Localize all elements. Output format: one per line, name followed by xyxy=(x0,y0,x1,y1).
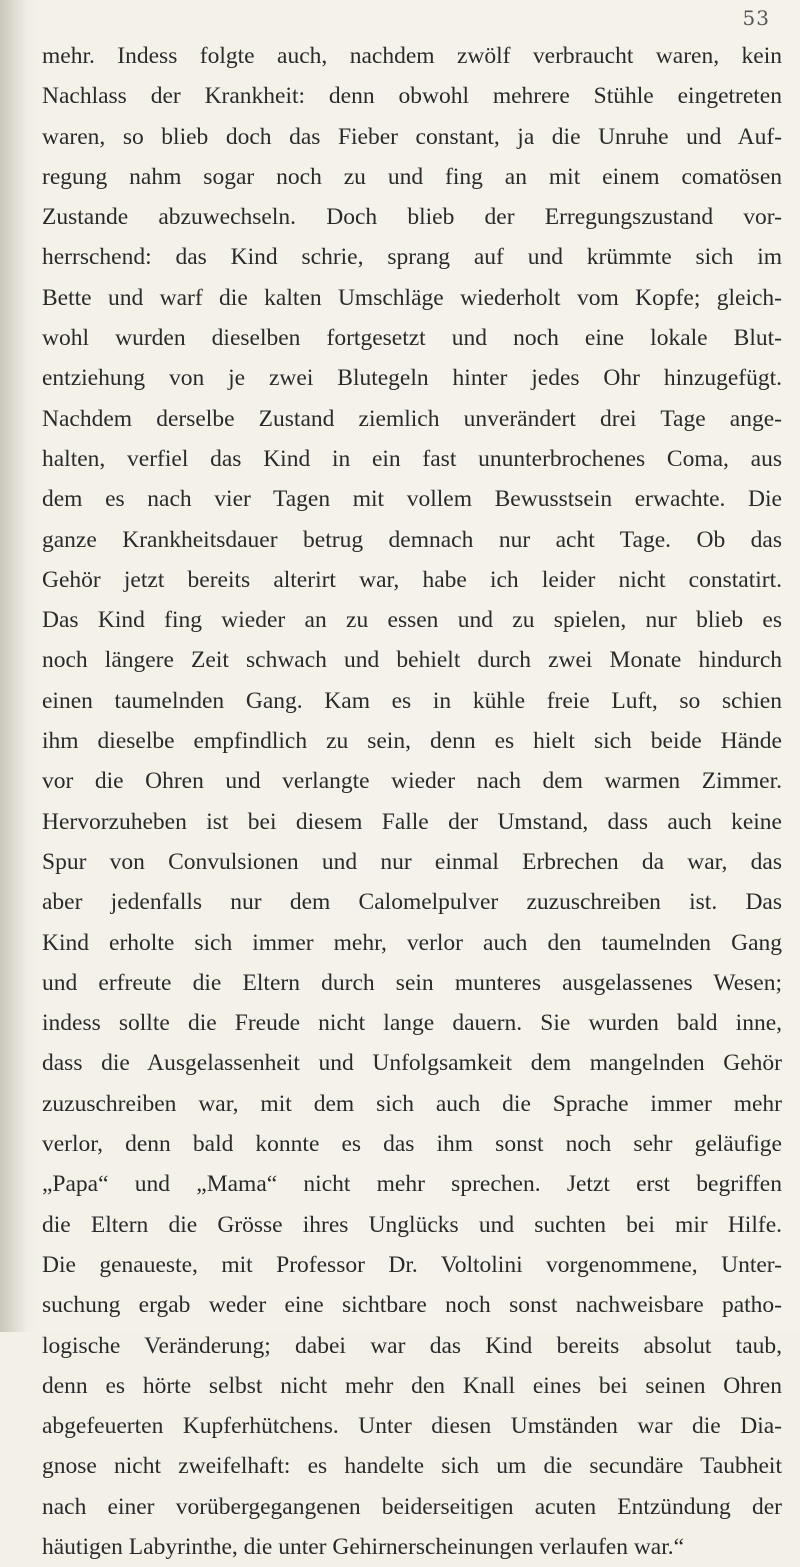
text-line: die Eltern die Grösse ihres Unglücks und suchten bei mir Hilfe. xyxy=(42,1211,782,1238)
text-line: einen taumelnden Gang. Kam es in kühle freie Luft, so schien xyxy=(42,687,782,714)
text-line: logische Veränderung; dabei war das Kind bereits absolut taub, xyxy=(42,1332,782,1359)
text-line: indess sollte die Freude nicht lange dauern. Sie wurden bald inne, xyxy=(42,1010,782,1037)
text-line: Gehör jetzt bereits alterirt war, habe ich leider nicht constatirt. xyxy=(42,566,782,593)
text-line: entziehung von je zwei Blutegeln hinter jedes Ohr hinzugefügt. xyxy=(42,365,782,392)
text-line: Kind erholte sich immer mehr, verlor auch den taumelnden Gang xyxy=(42,929,782,956)
text-line: suchung ergab weder eine sichtbare noch sonst nachweisbare patho- xyxy=(42,1292,782,1319)
text-line: Das Kind fing wieder an zu essen und zu spielen, nur blieb es xyxy=(42,607,782,634)
page-gutter-shadow xyxy=(0,0,28,1332)
text-line: noch längere Zeit schwach und behielt durch zwei Monate hindurch xyxy=(42,647,782,674)
text-line: abgefeuerten Kupferhütchens. Unter diesen Umständen war die Dia- xyxy=(42,1413,782,1440)
text-line: vor die Ohren und verlangte wieder nach dem warmen Zimmer. xyxy=(42,768,782,795)
text-line: „Papa“ und „Mama“ nicht mehr sprechen. Jetzt erst begriffen xyxy=(42,1171,782,1198)
text-line: verlor, denn bald konnte es das ihm sonst noch sehr geläufige xyxy=(42,1131,782,1158)
text-line: herrschend: das Kind schrie, sprang auf und krümmte sich im xyxy=(42,244,782,271)
text-line: denn es hörte selbst nicht mehr den Knall eines bei seinen Ohren xyxy=(42,1372,782,1399)
body-text xyxy=(42,36,782,1567)
text-line: waren, so blieb doch das Fieber constant, ja die Unruhe und Auf- xyxy=(42,123,782,150)
text-line: ihm dieselbe empfindlich zu sein, denn es hielt sich beide Hände xyxy=(42,728,782,755)
text-line: ganze Krankheitsdauer betrug demnach nur acht Tage. Ob das xyxy=(42,526,782,553)
text-line: Hervorzuheben ist bei diesem Falle der Umstand, dass auch keine xyxy=(42,808,782,835)
text-line: wohl wurden dieselben fortgesetzt und noch eine lokale Blut- xyxy=(42,325,782,352)
text-line: Die genaueste, mit Professor Dr. Voltolini vorgenommene, Unter- xyxy=(42,1251,782,1278)
text-line: regung nahm sogar noch zu und fing an mit einem comatösen xyxy=(42,163,782,190)
text-line: und erfreute die Eltern durch sein munteres ausgelassenes Wesen; xyxy=(42,969,782,996)
text-line: dass die Ausgelassenheit und Unfolgsamkeit dem mangelnden Gehör xyxy=(42,1050,782,1077)
text-line: aber jedenfalls nur dem Calomelpulver zuzuschreiben ist. Das xyxy=(42,889,782,916)
text-line: Zustande abzuwechseln. Doch blieb der Erregungszustand vor- xyxy=(42,204,782,231)
text-line: halten, verfiel das Kind in ein fast ununterbrochenes Coma, aus xyxy=(42,445,782,472)
text-line: Nachdem derselbe Zustand ziemlich unverändert drei Tage ange- xyxy=(42,405,782,432)
text-line: gnose nicht zweifelhaft: es handelte sich um die secundäre Taubheit xyxy=(42,1453,782,1480)
text-line: Bette und warf die kalten Umschläge wiederholt vom Kopfe; gleich- xyxy=(42,284,782,311)
text-line: Nachlass der Krankheit: denn obwohl mehrere Stühle eingetreten xyxy=(42,83,782,110)
page-number: 53 xyxy=(742,6,770,30)
text-line: häutigen Labyrinthe, die unter Gehirnerscheinungen verlaufen war.“ xyxy=(42,1533,685,1560)
text-line: mehr. Indess folgte auch, nachdem zwölf verbraucht waren, kein xyxy=(42,43,782,69)
text-line: zuzuschreiben war, mit dem sich auch die Sprache immer mehr xyxy=(42,1090,782,1117)
text-line: nach einer vorübergegangenen beiderseitigen acuten Entzündung der xyxy=(42,1493,782,1520)
text-line: Spur von Convulsionen und nur einmal Erbrechen da war, das xyxy=(42,848,782,875)
text-line: dem es nach vier Tagen mit vollem Bewusstsein erwachte. Die xyxy=(42,486,782,513)
